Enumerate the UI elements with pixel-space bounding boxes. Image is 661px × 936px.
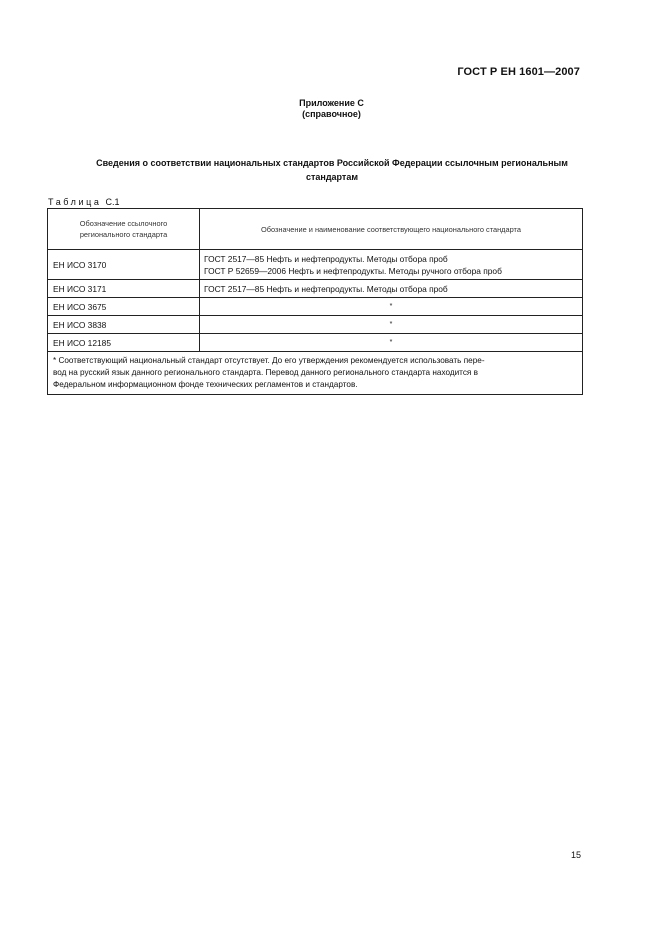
table-row [48,280,583,298]
table-row [48,334,583,352]
document-code: ГОСТ Р ЕН 1601—2007 [457,66,580,78]
footnote-line-1: * Соответствующий национальный стандарт отсутствует. До его утверждения рекомендуется использовать пере- [53,356,485,365]
header-ref-standard [48,209,200,250]
annex-title-block [0,98,661,120]
footnote-line-3: Федеральном информационном фонде технических регламентов и стандартов. [53,380,358,389]
ref-standard-cell: ЕН ИСО 3838 [48,316,200,334]
national-standard-cell: * [200,316,583,334]
section-heading-line-1: Сведения о соответствии национальных стандартов Российской Федерации ссылочным региональным [96,158,568,168]
table-caption-number: С.1 [105,197,120,207]
national-standard-cell [200,250,583,280]
table-row [48,250,583,280]
national-standard-cell: * [200,334,583,352]
annex-title: Приложение С [299,98,364,108]
section-heading-line-2: стандартам [305,172,359,182]
ref-standard-cell: ЕН ИСО 3171 [48,280,200,298]
table-row [48,298,583,316]
table-footnote-row [48,352,583,395]
national-standard-cell: ГОСТ 2517—85 Нефть и нефтепродукты. Методы отбора проб [200,280,583,298]
table-caption-word: Таблица [48,197,102,207]
table-row [48,316,583,334]
table-caption [48,197,120,207]
ref-standard-cell: ЕН ИСО 3170 [48,250,200,280]
national-standard-line-2: ГОСТ Р 52659—2006 Нефть и нефтепродукты. Методы ручного отбора проб [204,265,502,276]
header-ref-standard-line-2: регионального стандарта [79,230,168,239]
annex-subtitle: (справочное) [302,109,361,119]
national-standard-line-1: ГОСТ 2517—85 Нефть и нефтепродукты. Методы отбора проб [204,253,448,264]
section-heading [50,156,614,184]
header-national-standard: Обозначение и наименование соответствующего национального стандарта [200,209,583,250]
ref-standard-cell: ЕН ИСО 12185 [48,334,200,352]
ref-standard-cell: ЕН ИСО 3675 [48,298,200,316]
table-header-row [48,209,583,250]
footnote-line-2: вод на русский язык данного регионального стандарта. Перевод данного регионального стандарта находится в [53,368,478,377]
table-footnote [48,352,583,395]
page-number: 15 [571,850,582,860]
correspondence-table [47,208,583,395]
national-standard-cell: * [200,298,583,316]
header-ref-standard-line-1: Обозначение ссылочного [79,219,168,228]
